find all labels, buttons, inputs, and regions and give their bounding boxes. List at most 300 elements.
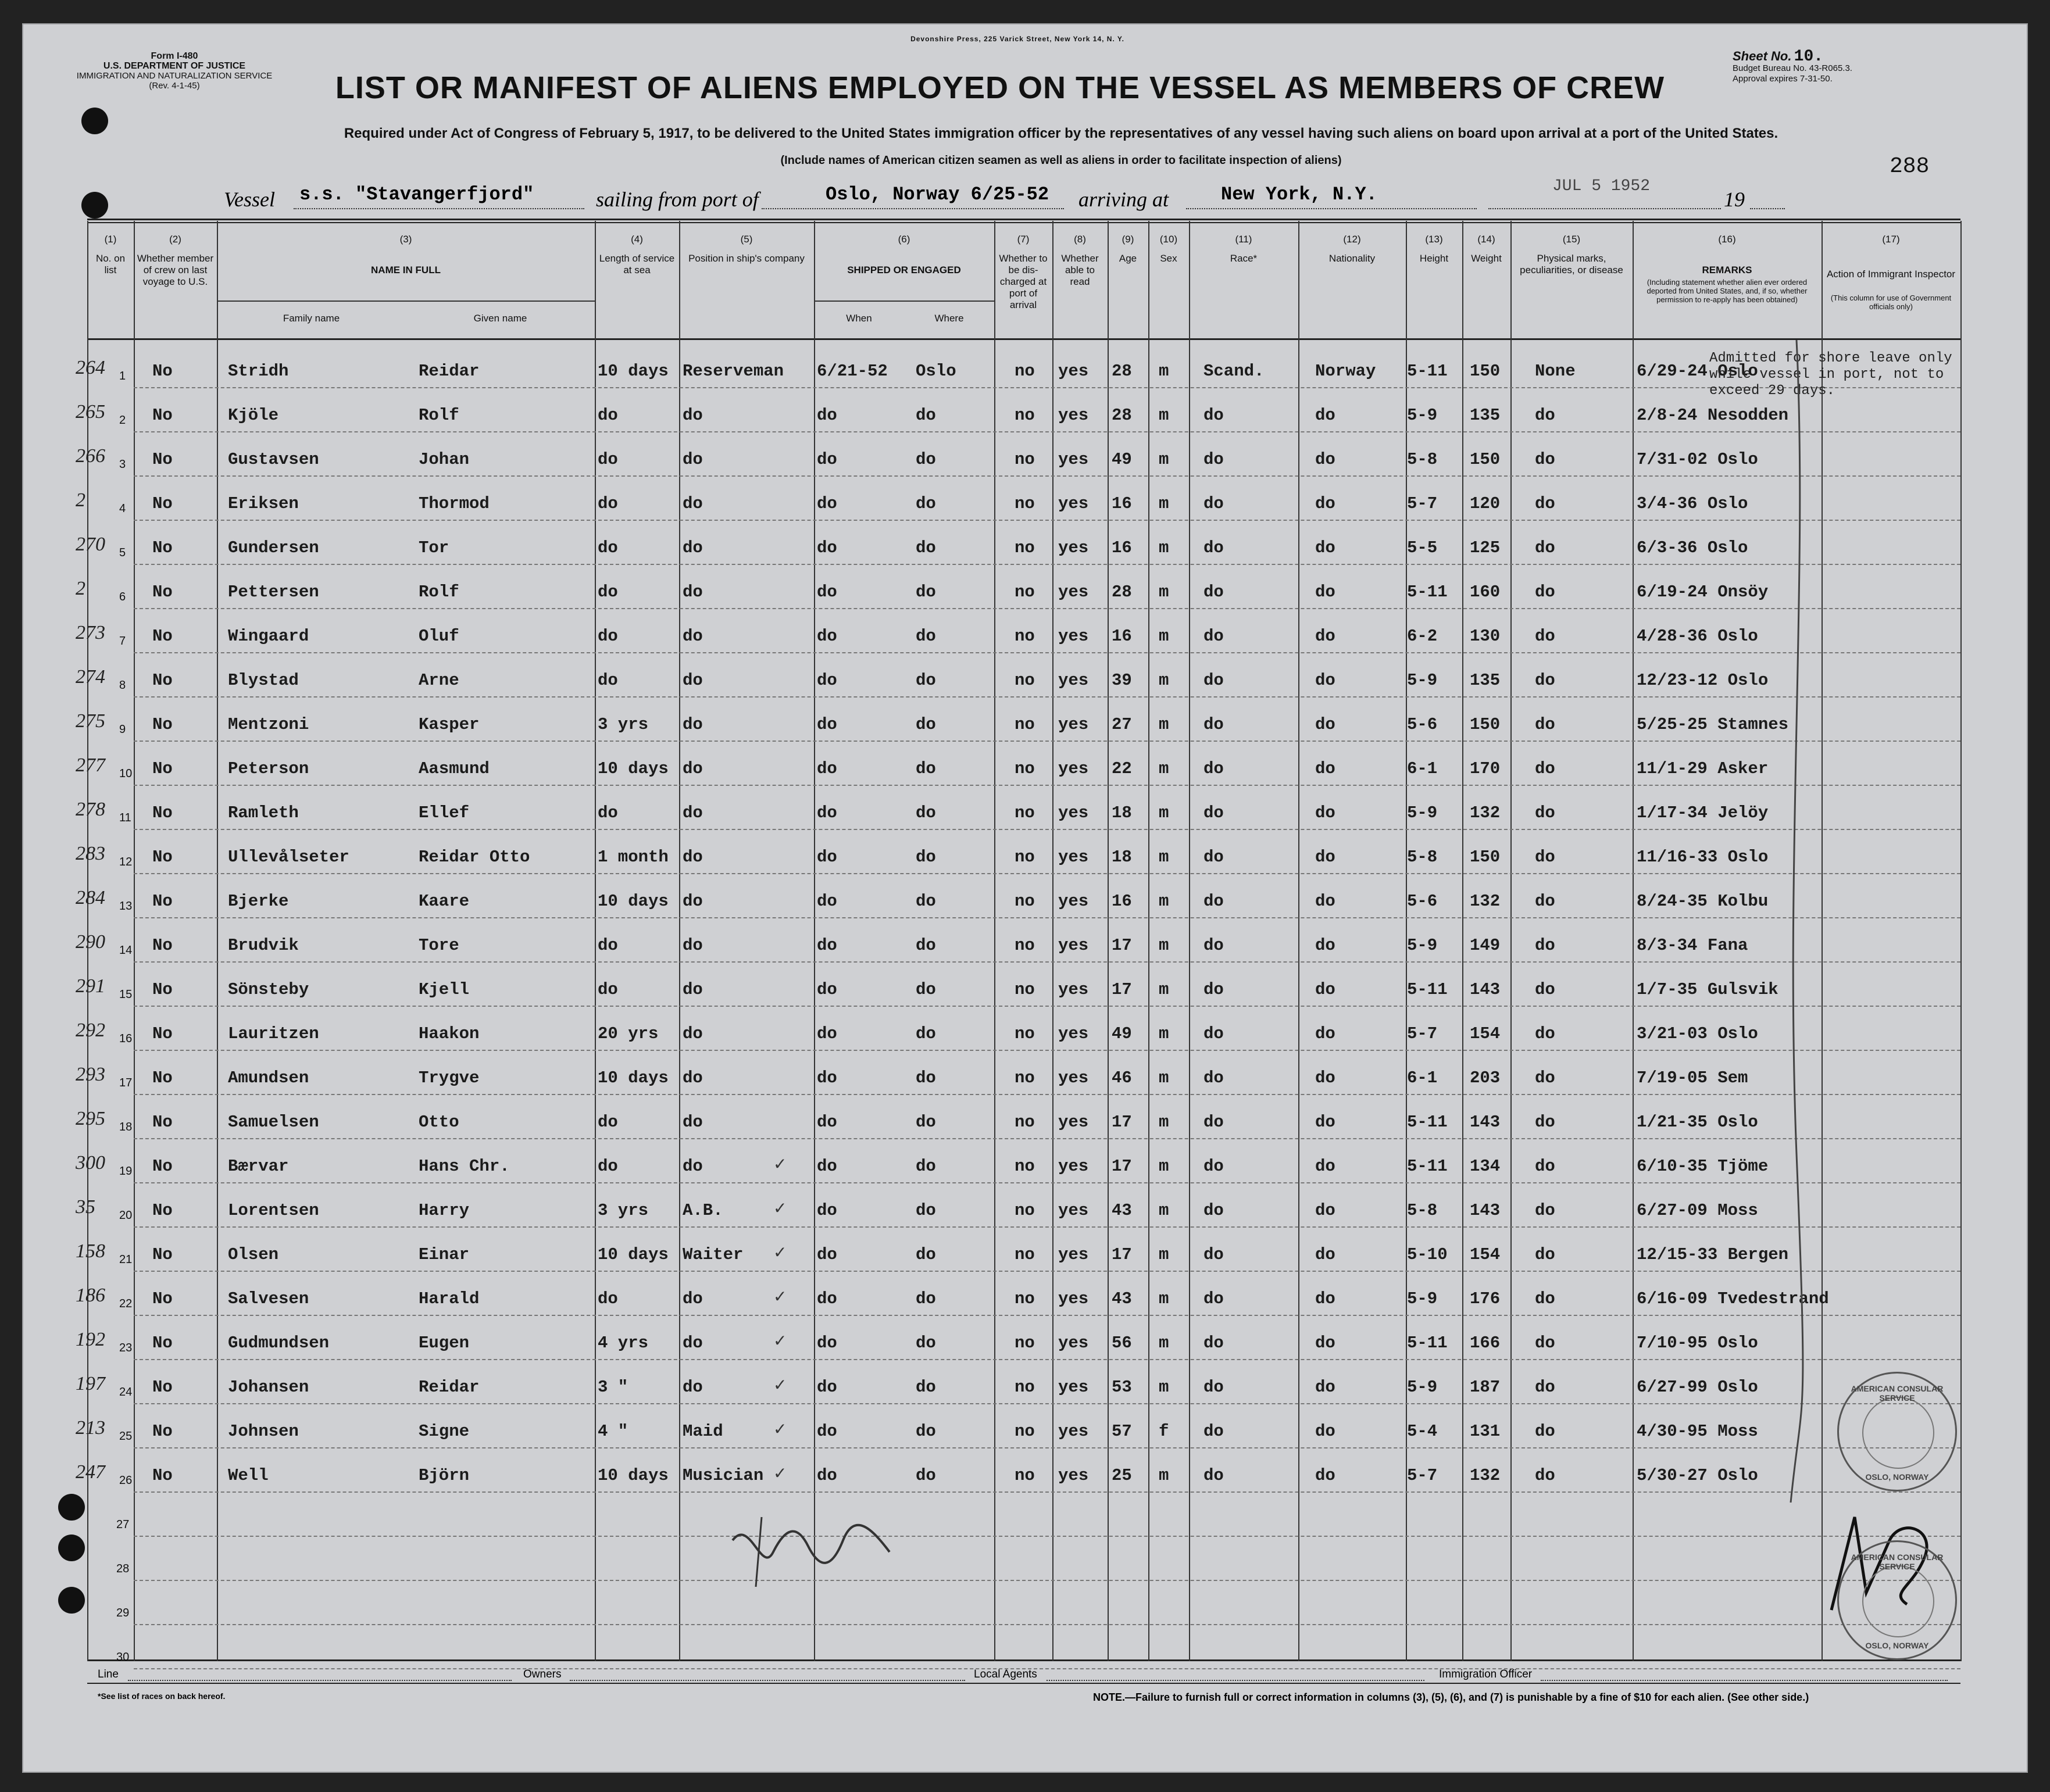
cell-sex: m	[1159, 847, 1169, 867]
inspector-note: (This column for use of Government officials only)	[1830, 294, 1952, 311]
cell-where: do	[916, 494, 936, 513]
cell-when: do	[817, 582, 837, 602]
cell-marks: do	[1535, 450, 1555, 469]
cell-sex: m	[1159, 406, 1169, 425]
cell-read: yes	[1058, 1378, 1089, 1397]
table-row	[76, 570, 1960, 614]
cell-age: 43	[1112, 1201, 1132, 1220]
page-title: LIST OR MANIFEST OF ALIENS EMPLOYED ON THE VESSEL AS MEMBERS OF CREW	[335, 70, 1665, 105]
cell-sex: m	[1159, 1289, 1169, 1308]
cell-crew: No	[152, 582, 173, 602]
cell-sex: m	[1159, 1068, 1169, 1088]
where-header: Where	[934, 313, 964, 324]
cell-age: 16	[1112, 892, 1132, 911]
cell-sex: m	[1159, 362, 1169, 381]
cell-where: do	[916, 759, 936, 778]
cell-given: Harald	[419, 1289, 480, 1308]
cell-given: Kaare	[419, 892, 470, 911]
table-top-rule	[87, 219, 1960, 220]
officer-label: Immigration Officer	[1439, 1668, 1533, 1680]
cell-weight: 143	[1470, 980, 1501, 999]
cell-marks: do	[1535, 538, 1555, 557]
cell-crew: No	[152, 803, 173, 822]
row-rule	[134, 475, 1960, 477]
cell-height: 5-8	[1407, 450, 1438, 469]
cell-when: do	[817, 450, 837, 469]
table-row	[76, 525, 1960, 570]
cell-service: 10 days	[598, 759, 669, 778]
cell-sex: m	[1159, 1333, 1169, 1353]
line-number: 9	[119, 723, 126, 736]
cell-nat: do	[1315, 1378, 1335, 1397]
cell-race: do	[1203, 1378, 1224, 1397]
cell-nat: do	[1315, 450, 1335, 469]
cell-given: Einar	[419, 1245, 470, 1264]
cell-marks: do	[1535, 1422, 1555, 1441]
line-underline	[128, 1680, 512, 1681]
cell-disc: no	[1015, 759, 1035, 778]
sailing-underline	[762, 208, 1064, 209]
cell-crew: No	[152, 1466, 173, 1485]
cell-race: do	[1203, 1422, 1224, 1441]
cell-remarks: 6/3-36 Oslo	[1637, 538, 1748, 557]
cell-remarks: 3/21-03 Oslo	[1637, 1024, 1758, 1043]
cell-sex: m	[1159, 1024, 1169, 1043]
cell-nat: do	[1315, 803, 1335, 822]
table-row	[76, 1188, 1960, 1232]
table-row-empty	[87, 1497, 1960, 1541]
cell-sex: m	[1159, 538, 1169, 557]
cell-read: yes	[1058, 1289, 1089, 1308]
cell-nat: Norway	[1315, 362, 1376, 381]
cell-crew: No	[152, 1068, 173, 1088]
cell-remarks: 8/24-35 Kolbu	[1637, 892, 1769, 911]
cell-disc: no	[1015, 1245, 1035, 1264]
cell-position: do	[683, 1113, 703, 1132]
cell-family: Pettersen	[228, 582, 319, 602]
cell-remarks: 1/21-35 Oslo	[1637, 1113, 1758, 1132]
cell-nat: do	[1315, 980, 1335, 999]
column-header: Whether able to read	[1061, 253, 1099, 287]
cell-height: 5-4	[1407, 1422, 1438, 1441]
vessel-label: Vessel	[224, 188, 275, 211]
cell-age: 27	[1112, 715, 1132, 734]
cell-service: do	[598, 406, 618, 425]
cell-position: do	[683, 494, 703, 513]
cell-service: 10 days	[598, 1466, 669, 1485]
cell-where: do	[916, 1466, 936, 1485]
cell-read: yes	[1058, 582, 1089, 602]
cell-disc: no	[1015, 1068, 1035, 1088]
table-row	[76, 835, 1960, 879]
row-rule	[134, 1006, 1960, 1007]
cell-when: do	[817, 980, 837, 999]
cell-service: 10 days	[598, 892, 669, 911]
cell-read: yes	[1058, 1245, 1089, 1264]
cell-remarks: 7/10-95 Oslo	[1637, 1333, 1758, 1353]
cell-service: do	[598, 1289, 618, 1308]
cell-race: do	[1203, 406, 1224, 425]
cell-sex: m	[1159, 582, 1169, 602]
cell-remarks: 6/16-09 Tvedestrand	[1637, 1289, 1829, 1308]
line-number: 4	[119, 502, 126, 515]
cell-age: 18	[1112, 847, 1132, 867]
cell-position: do	[683, 671, 703, 690]
cell-family: Peterson	[228, 759, 309, 778]
cell-where: do	[916, 582, 936, 602]
row-rule	[134, 873, 1960, 874]
column-number: (5)	[740, 234, 753, 245]
cell-crew: No	[152, 847, 173, 867]
cell-where: do	[916, 1113, 936, 1132]
punch-hole	[81, 108, 108, 134]
cell-age: 17	[1112, 936, 1132, 955]
cell-remarks: 6/10-35 Tjöme	[1637, 1157, 1769, 1176]
cell-weight: 143	[1470, 1113, 1501, 1132]
cell-age: 49	[1112, 1024, 1132, 1043]
cell-when: do	[817, 1113, 837, 1132]
cell-position: do	[683, 1289, 703, 1308]
cell-given: Arne	[419, 671, 459, 690]
line-number: 28	[116, 1562, 130, 1575]
cell-weight: 160	[1470, 582, 1501, 602]
cell-weight: 203	[1470, 1068, 1501, 1088]
cell-disc: no	[1015, 715, 1035, 734]
column-number: (4)	[631, 234, 643, 245]
manifest-number: 284	[76, 887, 105, 908]
column-header: No. on list	[95, 253, 126, 276]
table-row	[76, 614, 1960, 658]
cell-marks: do	[1535, 1068, 1555, 1088]
cell-position: do	[683, 803, 703, 822]
cell-read: yes	[1058, 627, 1089, 646]
cell-age: 46	[1112, 1068, 1132, 1088]
row-rule	[134, 1403, 1960, 1404]
sheet-info	[1733, 48, 1977, 84]
line-label: Line	[98, 1668, 119, 1680]
seal-text-bottom: OSLO, NORWAY	[1865, 1472, 1929, 1482]
cell-when: do	[817, 494, 837, 513]
owners-label: Owners	[523, 1668, 562, 1680]
cell-sex: m	[1159, 1466, 1169, 1485]
line-number: 8	[119, 679, 126, 692]
cell-family: Gundersen	[228, 538, 319, 557]
vessel-name: s.s. "Stavangerfjord"	[299, 184, 534, 205]
cell-crew: No	[152, 1422, 173, 1441]
cell-crew: No	[152, 759, 173, 778]
cell-sex: m	[1159, 1113, 1169, 1132]
cell-marks: do	[1535, 1113, 1555, 1132]
year-underline	[1750, 208, 1785, 209]
manifest-number: 197	[76, 1373, 105, 1394]
cell-age: 49	[1112, 450, 1132, 469]
cell-age: 17	[1112, 1245, 1132, 1264]
row-rule	[134, 564, 1960, 565]
cell-where: do	[916, 892, 936, 911]
cell-given: Tor	[419, 538, 449, 557]
printer-line: Devonshire Press, 225 Varick Street, New York 14, N. Y.	[910, 35, 1124, 43]
cell-disc: no	[1015, 671, 1035, 690]
cell-family: Samuelsen	[228, 1113, 319, 1132]
column-number: (17)	[1882, 234, 1900, 245]
manifest-number: 247	[76, 1461, 105, 1483]
cell-given: Trygve	[419, 1068, 480, 1088]
cell-race: do	[1203, 1245, 1224, 1264]
cell-age: 28	[1112, 582, 1132, 602]
cell-sex: f	[1159, 1422, 1169, 1441]
cell-crew: No	[152, 1157, 173, 1176]
cell-race: do	[1203, 759, 1224, 778]
cell-remarks: 6/19-24 Onsöy	[1637, 582, 1769, 602]
cell-read: yes	[1058, 671, 1089, 690]
shore-leave-annotation: Admitted for shore leave only while vessel in port, not to exceed 29 days.	[1709, 350, 1952, 399]
cell-sex: m	[1159, 1378, 1169, 1397]
cell-height: 5-9	[1407, 1378, 1438, 1397]
column-number: (10)	[1159, 234, 1178, 245]
cell-when: do	[817, 847, 837, 867]
cell-race: do	[1203, 1068, 1224, 1088]
table-row	[76, 923, 1960, 967]
column-header: Height	[1419, 253, 1449, 264]
cell-when: do	[817, 1378, 837, 1397]
cell-nat: do	[1315, 1422, 1335, 1441]
cell-age: 16	[1112, 627, 1132, 646]
cell-age: 16	[1112, 538, 1132, 557]
line-number: 19	[119, 1165, 133, 1178]
cell-nat: do	[1315, 759, 1335, 778]
manifest-number: 192	[76, 1329, 105, 1350]
line-number: 27	[116, 1518, 130, 1531]
line-number: 29	[116, 1607, 130, 1619]
cell-height: 5-9	[1407, 1289, 1438, 1308]
line-number: 12	[119, 856, 133, 868]
cell-given: Aasmund	[419, 759, 490, 778]
cell-sex: m	[1159, 1157, 1169, 1176]
cell-service: do	[598, 671, 618, 690]
column-divider	[1960, 221, 1962, 1661]
cell-remarks: 4/30-95 Moss	[1637, 1422, 1758, 1441]
column-number: (7)	[1017, 234, 1030, 245]
cell-where: do	[916, 1068, 936, 1088]
table-row	[76, 967, 1960, 1011]
cell-marks: do	[1535, 582, 1555, 602]
cell-when: do	[817, 1024, 837, 1043]
cell-height: 5-8	[1407, 847, 1438, 867]
column-number: (9)	[1122, 234, 1134, 245]
row-rule	[134, 1624, 1960, 1625]
cell-marks: do	[1535, 1024, 1555, 1043]
cell-service: 4 yrs	[598, 1333, 649, 1353]
vessel-underline	[294, 208, 584, 209]
punch-hole	[81, 192, 108, 219]
check-mark: ✓	[773, 1155, 787, 1173]
cell-crew: No	[152, 980, 173, 999]
cell-position: Maid	[683, 1422, 723, 1441]
cell-read: yes	[1058, 1333, 1089, 1353]
cell-crew: No	[152, 538, 173, 557]
manifest-number: 275	[76, 710, 105, 732]
cell-remarks: 12/15-33 Bergen	[1637, 1245, 1789, 1264]
cell-position: do	[683, 627, 703, 646]
check-mark: ✓	[773, 1420, 787, 1438]
line-number: 26	[119, 1474, 133, 1487]
cell-disc: no	[1015, 1378, 1035, 1397]
cell-weight: 154	[1470, 1024, 1501, 1043]
cell-family: Olsen	[228, 1245, 279, 1264]
column-header: Physical marks, peculiarities, or disease	[1520, 253, 1623, 276]
cell-nat: do	[1315, 892, 1335, 911]
cell-where: do	[916, 1422, 936, 1441]
table-row	[76, 1100, 1960, 1144]
manifest-number: 291	[76, 975, 105, 997]
cell-sex: m	[1159, 1245, 1169, 1264]
cell-race: do	[1203, 1113, 1224, 1132]
cell-service: do	[598, 582, 618, 602]
cell-weight: 187	[1470, 1378, 1501, 1397]
cell-disc: no	[1015, 538, 1035, 557]
cell-height: 5-11	[1407, 1157, 1448, 1176]
cell-age: 57	[1112, 1422, 1132, 1441]
row-rule	[134, 1094, 1960, 1095]
cell-service: 3 yrs	[598, 715, 649, 734]
table-row	[76, 1056, 1960, 1100]
cell-height: 5-10	[1407, 1245, 1448, 1264]
column-number: (14)	[1477, 234, 1495, 245]
cell-race: do	[1203, 1289, 1224, 1308]
cell-where: do	[916, 538, 936, 557]
row-rule	[134, 387, 1960, 388]
cell-where: do	[916, 936, 936, 955]
cell-height: 6-1	[1407, 759, 1438, 778]
check-mark: ✓	[773, 1287, 787, 1305]
cell-age: 28	[1112, 406, 1132, 425]
cell-disc: no	[1015, 450, 1035, 469]
cell-age: 25	[1112, 1466, 1132, 1485]
check-mark: ✓	[773, 1376, 787, 1394]
cell-where: do	[916, 1289, 936, 1308]
cell-position: do	[683, 450, 703, 469]
cell-crew: No	[152, 1245, 173, 1264]
cell-disc: no	[1015, 1466, 1035, 1485]
cell-given: Tore	[419, 936, 459, 955]
cell-remarks: 11/16-33 Oslo	[1637, 847, 1769, 867]
cell-nat: do	[1315, 538, 1335, 557]
cell-service: 3 yrs	[598, 1201, 649, 1220]
line-number: 18	[119, 1121, 133, 1133]
cell-race: do	[1203, 1201, 1224, 1220]
cell-when: do	[817, 1157, 837, 1176]
cell-disc: no	[1015, 1289, 1035, 1308]
form-number: Form I-480	[151, 51, 198, 61]
cell-remarks: 1/17-34 Jelöy	[1637, 803, 1769, 822]
cell-weight: 149	[1470, 936, 1501, 955]
cell-age: 17	[1112, 980, 1132, 999]
cell-age: 16	[1112, 494, 1132, 513]
cell-sex: m	[1159, 980, 1169, 999]
row-rule	[134, 1271, 1960, 1272]
approval-expiry: Approval expires 7-31-50.	[1733, 74, 1833, 84]
cell-given: Johan	[419, 450, 470, 469]
cell-given: Haakon	[419, 1024, 480, 1043]
table-row	[76, 349, 1960, 393]
cell-age: 17	[1112, 1113, 1132, 1132]
family-name-header: Family name	[283, 313, 340, 324]
cell-remarks: 11/1-29 Asker	[1637, 759, 1769, 778]
manifest-number: 266	[76, 445, 105, 467]
cell-family: Gustavsen	[228, 450, 319, 469]
cell-race: do	[1203, 1157, 1224, 1176]
cell-nat: do	[1315, 715, 1335, 734]
column-number: (6)	[898, 234, 910, 245]
table-row	[76, 1409, 1960, 1453]
manifest-number: 264	[76, 357, 105, 378]
cell-marks: do	[1535, 671, 1555, 690]
cell-nat: do	[1315, 494, 1335, 513]
cell-position: do	[683, 936, 703, 955]
column-header: SHIPPED OR ENGAGED	[847, 264, 961, 276]
cell-crew: No	[152, 1333, 173, 1353]
cell-remarks: 12/23-12 Oslo	[1637, 671, 1769, 690]
arriving-port: New York, N.Y.	[1221, 184, 1377, 205]
consular-seal	[1837, 1540, 1957, 1660]
cell-weight: 135	[1470, 671, 1501, 690]
table-row	[76, 1453, 1960, 1497]
manifest-number: 295	[76, 1108, 105, 1129]
manifest-number: 300	[76, 1152, 105, 1174]
cell-given: Otto	[419, 1113, 459, 1132]
table-row	[76, 1276, 1960, 1321]
cell-where: do	[916, 1157, 936, 1176]
cell-nat: do	[1315, 406, 1335, 425]
cell-family: Ramleth	[228, 803, 299, 822]
cell-race: do	[1203, 803, 1224, 822]
cell-weight: 150	[1470, 715, 1501, 734]
cell-position: Reserveman	[683, 362, 784, 381]
cell-age: 28	[1112, 362, 1132, 381]
cell-given: Signe	[419, 1422, 470, 1441]
cell-height: 5-7	[1407, 1024, 1438, 1043]
cell-nat: do	[1315, 1201, 1335, 1220]
cell-age: 39	[1112, 671, 1132, 690]
cell-when: do	[817, 892, 837, 911]
cell-remarks: 7/19-05 Sem	[1637, 1068, 1748, 1088]
cell-nat: do	[1315, 1113, 1335, 1132]
cell-disc: no	[1015, 936, 1035, 955]
cell-given: Kasper	[419, 715, 480, 734]
cell-service: do	[598, 803, 618, 822]
line-number: 17	[119, 1076, 133, 1089]
cell-given: Rolf	[419, 582, 459, 602]
cell-race: do	[1203, 494, 1224, 513]
cell-race: do	[1203, 715, 1224, 734]
cell-read: yes	[1058, 1422, 1089, 1441]
manifest-number: 290	[76, 931, 105, 953]
row-rule	[134, 1182, 1960, 1183]
sheet-label: Sheet No.	[1733, 49, 1792, 63]
cell-sex: m	[1159, 759, 1169, 778]
race-note: *See list of races on back hereof.	[98, 1691, 226, 1701]
cell-given: Ellef	[419, 803, 470, 822]
cell-marks: do	[1535, 980, 1555, 999]
cell-given: Björn	[419, 1466, 470, 1485]
cell-marks: do	[1535, 1157, 1555, 1176]
row-rule	[134, 1580, 1960, 1581]
cell-weight: 134	[1470, 1157, 1501, 1176]
cell-position: do	[683, 582, 703, 602]
cell-height: 5-11	[1407, 1333, 1448, 1353]
remarks-note: (Including statement whether alien ever ordered deported from United States, and, if so, whether permission to re-apply has been obtained)	[1647, 278, 1808, 304]
cell-service: do	[598, 980, 618, 999]
